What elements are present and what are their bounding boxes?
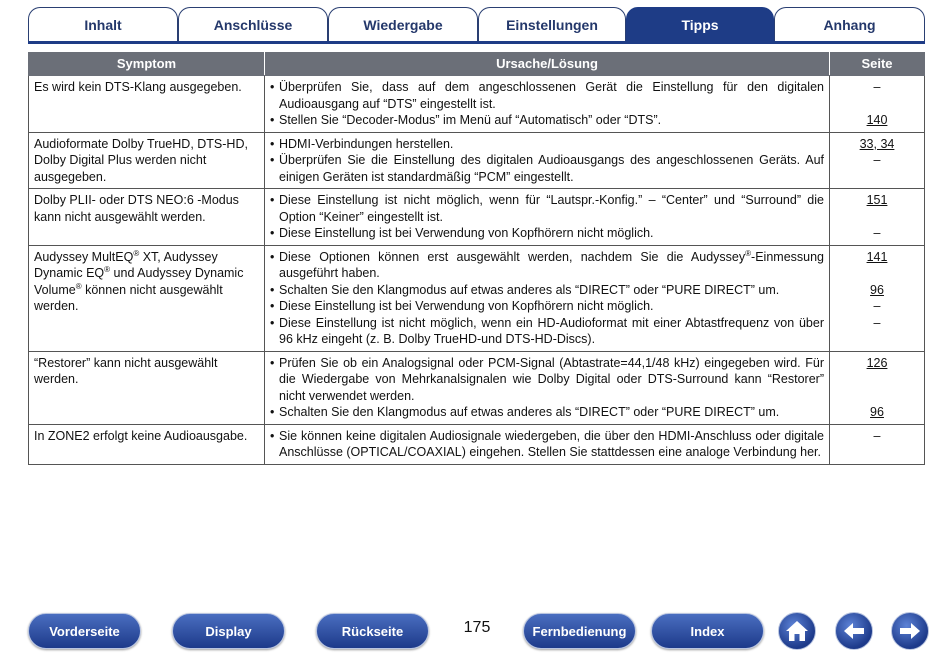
solution-text: Überprüfen Sie, dass auf dem angeschlossenen Gerät die Einstellung für den digitalen Audioausgang auf “DTS” eingestellt ist. [279, 80, 824, 111]
solution-text: HDMI-Verbindungen herstellen. [279, 136, 454, 151]
page-ref: – [873, 153, 881, 167]
bullet-icon: • [270, 80, 275, 94]
solution-text: Überprüfen Sie die Einstellung des digitalen Audioausgangs des angeschlossenen Geräts. Auf einigen Geräten ist standardmäßig “PCM” eingestellt. [279, 153, 824, 184]
solution-text: Diese Optionen können erst ausgewählt werden, nachdem Sie die Audyssey®-Einmessung ausgeführt haben. [279, 248, 824, 280]
solution-item [270, 192, 824, 225]
symptom-cell: Audyssey MultEQ® XT, Audyssey Dynamic EQ® und Audyssey Dynamic Volume® können nicht ausgewählt werden. [29, 245, 265, 351]
page-ref: – [873, 80, 881, 94]
bullet-icon: • [270, 193, 275, 207]
page-cell [830, 132, 925, 189]
bullet-icon: • [270, 153, 275, 167]
solution-cell [265, 76, 830, 133]
home-button[interactable] [778, 612, 816, 650]
solution-cell [265, 189, 830, 246]
table-header-row [29, 53, 925, 76]
page-ref: – [873, 226, 881, 240]
page-cell [830, 76, 925, 133]
troubleshooting-table [28, 52, 925, 465]
page-link[interactable]: 96 [870, 405, 884, 419]
solution-text: Sie können keine digitalen Audiosignale wiedergeben, die über den HDMI-Anschluss oder digitale Anschlüsse (OPTICAL/COAXIAL) eingehen. Stellen Sie stattdessen eine analoge Verbindung her. [279, 428, 824, 459]
page-ref: – [873, 428, 881, 443]
solution-item [270, 152, 824, 185]
header-page: Seite [830, 53, 925, 76]
bullet-icon: • [270, 405, 275, 419]
bullet-icon: • [270, 428, 275, 443]
solution-item [270, 136, 824, 153]
page-link[interactable]: 96 [870, 282, 884, 297]
bullet-icon: • [270, 113, 275, 127]
table-row [29, 351, 925, 424]
page-link[interactable]: 140 [866, 113, 888, 127]
table-row [29, 245, 925, 351]
page-link[interactable]: 141 [866, 249, 888, 264]
nav-display-button[interactable]: Display [172, 613, 285, 649]
solution-text: Diese Einstellung ist nicht möglich, wenn ein HD-Audioformat mit einer Abtastfrequenz von über 96 kHz eingeht (z. B. Dolby TrueHD-und DTS-HD-Discs). [279, 315, 824, 346]
solution-cell [265, 351, 830, 424]
solution-item [270, 112, 824, 129]
page-cell [830, 189, 925, 246]
solution-text: Schalten Sie den Klangmodus auf etwas anderes als “DIRECT” oder “PURE DIRECT” um. [279, 405, 780, 419]
tab-inhalt[interactable]: Inhalt [28, 7, 178, 41]
tab-anhang[interactable]: Anhang [774, 7, 925, 41]
bullet-icon: • [270, 355, 275, 370]
bullet-icon: • [270, 315, 275, 330]
header-solution: Ursache/Lösung [265, 53, 830, 76]
bullet-icon: • [270, 299, 275, 313]
nav-fernbedienung-button[interactable]: Fernbedienung [523, 613, 636, 649]
solution-text: Schalten Sie den Klangmodus auf etwas anderes als “DIRECT” oder “PURE DIRECT” um. [279, 282, 780, 297]
symptom-cell: Audioformate Dolby TrueHD, DTS-HD, Dolby Digital Plus werden nicht ausgegeben. [29, 132, 265, 189]
solution-text: Diese Einstellung ist bei Verwendung von Kopfhörern nicht möglich. [279, 299, 654, 313]
symptom-cell: Es wird kein DTS-Klang ausgegeben. [29, 76, 265, 133]
bullet-icon: • [270, 249, 275, 264]
page-cell [830, 245, 925, 351]
solution-item [270, 298, 824, 315]
symptom-cell: Dolby PLII- oder DTS NEO:6 -Modus kann nicht ausgewählt werden. [29, 189, 265, 246]
page-cell [830, 351, 925, 424]
page-link[interactable]: 126 [866, 355, 888, 370]
page-link[interactable]: 151 [866, 193, 888, 207]
solution-item [270, 249, 824, 282]
solution-item [270, 355, 824, 405]
bullet-icon: • [270, 282, 275, 297]
nav-rueckseite-button[interactable]: Rückseite [316, 613, 429, 649]
solution-cell [265, 132, 830, 189]
tab-underline [28, 41, 925, 44]
page-number: 175 [463, 619, 491, 636]
tab-anschluesse[interactable]: Anschlüsse [178, 7, 328, 41]
bullet-icon: • [270, 136, 275, 151]
table-row [29, 424, 925, 464]
arrow-left-icon [841, 618, 867, 644]
table-row [29, 132, 925, 189]
solution-item [270, 225, 824, 242]
solution-item [270, 282, 824, 299]
solution-text: Diese Einstellung ist nicht möglich, wenn für “Lautspr.-Konfig.” – “Center” und “Surround” die Option “Keiner” eingestellt ist. [279, 193, 824, 224]
solution-text: Stellen Sie “Decoder-Modus” im Menü auf “Automatisch” oder “DTS”. [279, 113, 662, 127]
tab-bar [28, 7, 925, 43]
nav-vorderseite-button[interactable]: Vorderseite [28, 613, 141, 649]
solution-item [270, 315, 824, 348]
page-cell [830, 424, 925, 464]
home-icon [784, 618, 810, 644]
page-ref: – [873, 315, 881, 330]
solution-cell [265, 424, 830, 464]
header-symptom: Symptom [29, 53, 265, 76]
tab-wiedergabe[interactable]: Wiedergabe [328, 7, 478, 41]
solution-text: Diese Einstellung ist bei Verwendung von Kopfhörern nicht möglich. [279, 226, 654, 240]
solution-item [270, 428, 824, 461]
page-link[interactable]: 33, 34 [859, 136, 895, 151]
tab-tipps[interactable]: Tipps [626, 7, 774, 41]
nav-index-button[interactable]: Index [651, 613, 764, 649]
solution-text: Prüfen Sie ob ein Analogsignal oder PCM-Signal (Abtastrate=44,1/48 kHz) eingegeben wird. Für die Wiedergabe von Mehrkanalsignalen wie Dolby Digital oder DTS-Surround kann “Restorer” nicht verwendet werden. [279, 355, 824, 403]
symptom-cell: “Restorer” kann nicht ausgewählt werden. [29, 351, 265, 424]
table-row [29, 189, 925, 246]
symptom-cell: In ZONE2 erfolgt keine Audioausgabe. [29, 424, 265, 464]
arrow-right-icon [897, 618, 923, 644]
back-button[interactable] [835, 612, 873, 650]
table-row [29, 76, 925, 133]
tab-einstellungen[interactable]: Einstellungen [478, 7, 626, 41]
solution-item [270, 404, 824, 421]
solution-cell [265, 245, 830, 351]
forward-button[interactable] [891, 612, 929, 650]
solution-item [270, 79, 824, 112]
page-ref: – [873, 299, 881, 313]
bullet-icon: • [270, 226, 275, 240]
